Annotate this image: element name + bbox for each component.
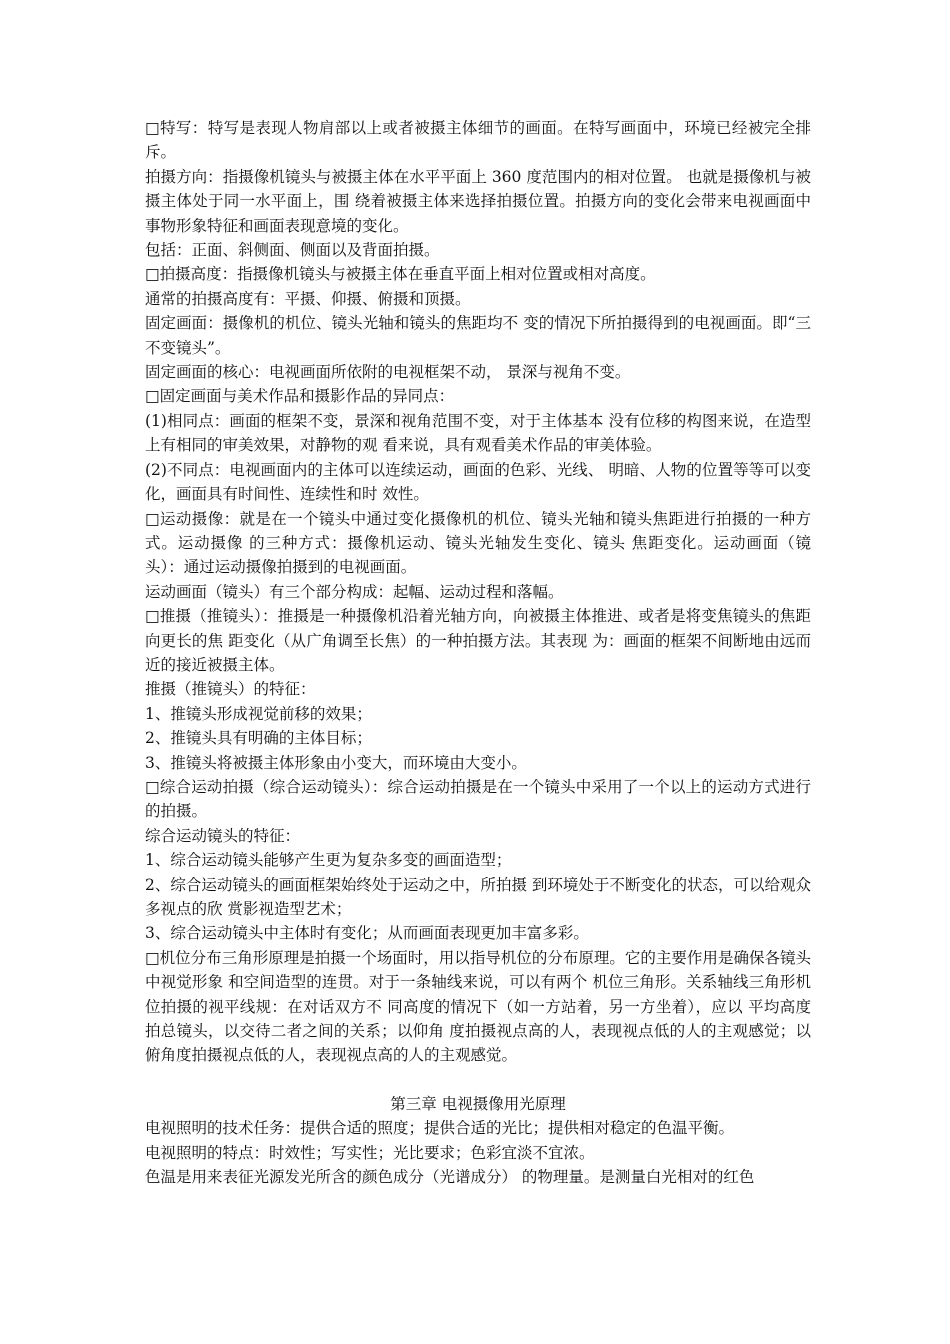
paragraph-text: 运动摄像：就是在一个镜头中通过变化摄像机的机位、镜头光轴和镜头焦距进行拍摄的一种方式。运动摄像 的三种方式：摄像机运动、镜头光轴发生变化、镜头 焦距变化。运动画面（镜头）：通过运动摄像拍摄到的电视画面。 (145, 509, 811, 577)
paragraph-similarities: (1)相同点：画面的框架不变，景深和视角范围不变，对于主体基本 没有位移的构图来说，在造型上有相同的审美效果，对静物的观 看来说，具有观看美术作品的审美体验。 (145, 411, 811, 455)
paragraph-text: 推摄（推镜头）：推摄是一种摄像机沿着光轴方向，向被摄主体推进、或者是将变焦镜头的焦距向更长的焦 距变化（从广角调至长焦）的一种拍摄方法。其表现 为：画面的框架不间断地由远而近的接近被摄主体。 (145, 607, 811, 674)
list-item: 2、综合运动镜头的画面框架始终处于运动之中，所拍摄 到环境处于不断变化的状态，可以给观众多视点的欣 赏影视造型艺术； (145, 875, 811, 918)
paragraph-push-shot (145, 604, 811, 677)
paragraph-shooting-direction: 拍摄方向：指摄像机镜头与被摄主体在水平平面上 360 度范围内的相对位置。 也就是摄像机与被摄主体处于同一水平面上，围 绕着被摄主体来选择拍摄位置。拍摄方向的变化会带来电视画面中事物形象特征和画面表现意境的变化。 (145, 167, 811, 235)
paragraph-closeup (145, 116, 811, 165)
paragraph-text: 拍摄高度：指摄像机镜头与被摄主体在垂直平面上相对位置或相对高度。 (159, 265, 656, 284)
paragraph-push-features-heading: 推摄（推镜头）的特征： (145, 680, 316, 699)
bullet-marker: □ (145, 948, 160, 967)
paragraph-lighting-tasks: 电视照明的技术任务：提供合适的照度；提供合适的光比；提供相对稳定的色温平衡。 (145, 1119, 735, 1138)
chapter-title: 第三章 电视摄像用光原理 (390, 1094, 566, 1113)
paragraph-text: 固定画面与美术作品和摄影作品的异同点： (159, 387, 455, 406)
paragraph-fixed-shot-core: 固定画面的核心：电视画面所依附的电视框架不动， 景深与视角不变。 (145, 363, 631, 382)
list-item: 1、推镜头形成视觉前移的效果； (145, 704, 372, 723)
document-body (145, 116, 811, 1189)
paragraph-text: 机位分布三角形原理是拍摄一个场面时，用以指导机位的分布原理。它的主要作用是确保各镜头中视觉形象 和空间造型的连贯。对于一条轴线来说，可以有两个 机位三角形。关系轴线三角形机位拍摄的视平线规：在对话双方不 同高度的情况下（如一方站着，另一方坐着），应以 平均高度拍总镜头，以交待二者之间的关系；以仰角 度拍摄视点高的人，表现视点低的人的主观感觉；以 俯角度拍摄视点低的人，表现视点高的人的主观感觉。 (145, 948, 811, 1065)
bullet-marker: □ (145, 607, 160, 626)
paragraph-moving-shot-parts: 运动画面（镜头）有三个部分构成：起幅、运动过程和落幅。 (145, 582, 564, 601)
paragraph-lighting-features: 电视照明的特点：时效性；写实性；光比要求；色彩宜淡不宜浓。 (145, 1143, 595, 1162)
paragraph-shooting-height (145, 262, 811, 286)
paragraph-color-temperature: 色温是用来表征光源发光所含的颜色成分（光谱成分） 的物理量。是测量白光相对的红色 (145, 1168, 755, 1187)
paragraph-fixed-shot-comparison (145, 384, 811, 408)
bullet-marker: □ (145, 777, 160, 796)
paragraph-text: 特写：特写是表现人物肩部以上或者被摄主体细节的画面。在特写画面中，环境已经被完全排斥。 (145, 119, 811, 162)
list-item: 3、推镜头将被摄主体形象由小变大，而环境由大变小。 (145, 753, 527, 772)
bullet-marker: □ (145, 265, 160, 284)
paragraph-common-heights: 通常的拍摄高度有：平摄、仰摄、俯摄和顶摄。 (145, 289, 471, 308)
paragraph-direction-includes: 包括：正面、斜侧面、侧面以及背面拍摄。 (145, 241, 440, 260)
paragraph-triangle-principle (145, 946, 811, 1068)
list-item: 2、推镜头具有明确的主体目标； (145, 729, 372, 748)
paragraph-moving-camera (145, 507, 811, 580)
bullet-marker: □ (145, 119, 161, 137)
paragraph-differences: (2)不同点：电视画面内的主体可以连续运动，画面的色彩、光线、 明暗、人物的位置等等可以变化，画面具有时间性、连续性和时 效性。 (145, 460, 811, 504)
bullet-marker: □ (145, 387, 160, 406)
bullet-marker: □ (145, 509, 161, 528)
list-item: 1、综合运动镜头能够产生更为复杂多变的画面造型； (145, 851, 512, 870)
paragraph-text: 综合运动拍摄（综合运动镜头）：综合运动拍摄是在一个镜头中采用了一个以上的运动方式进行的拍摄。 (145, 777, 811, 821)
list-item: 3、综合运动镜头中主体时有变化；从而画面表现更加丰富多彩。 (145, 924, 589, 943)
paragraph-combined-motion (145, 775, 811, 824)
paragraph-fixed-shot: 固定画面：摄像机的机位、镜头光轴和镜头的焦距均不 变的情况下所拍摄得到的电视画面。即“三不变镜头”。 (145, 314, 811, 357)
paragraph-combined-features-heading: 综合运动镜头的特征： (145, 826, 301, 845)
